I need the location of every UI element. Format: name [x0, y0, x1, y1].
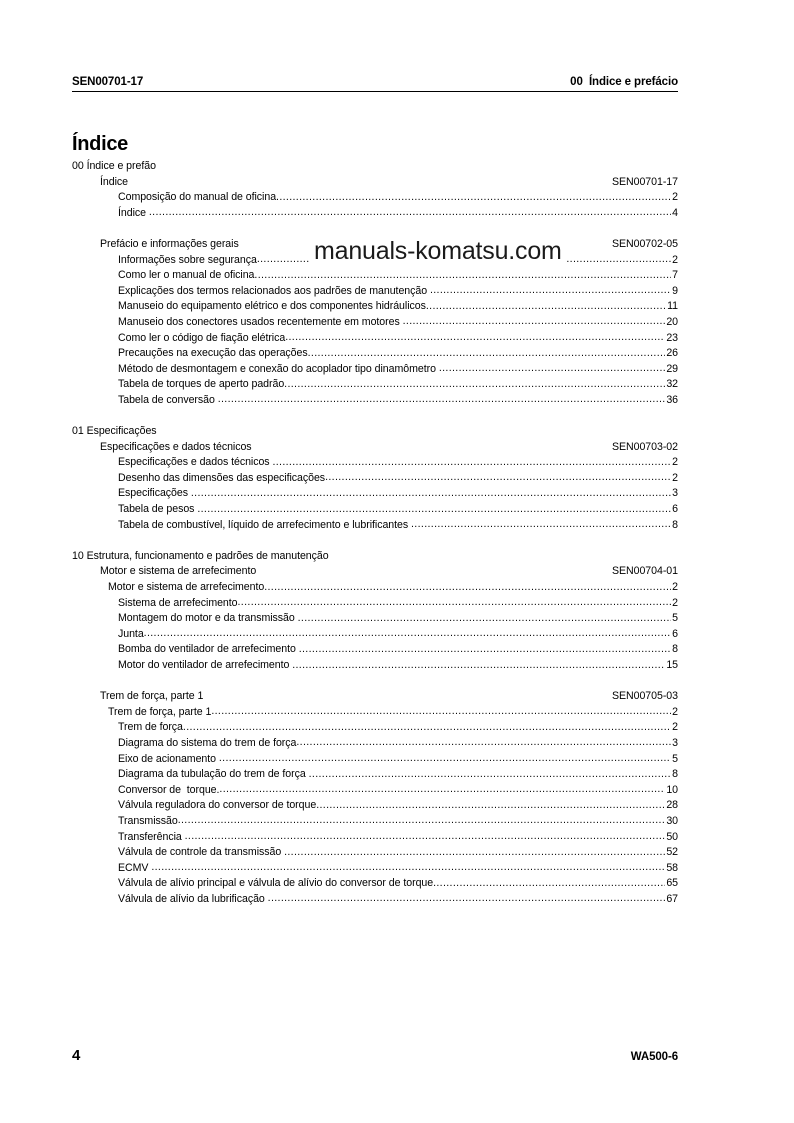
toc-entry[interactable] [118, 299, 678, 315]
toc-entry-page-number: 26 [666, 347, 678, 360]
toc-entry-page-number: 9 [672, 284, 678, 297]
toc-entry-label: Motor do ventilador de arrefecimento [118, 659, 293, 671]
toc-entry-label: Eixo de acionamento [118, 752, 219, 765]
toc-group-heading[interactable] [100, 689, 678, 705]
toc-entry-page-number: 2 [672, 705, 678, 718]
toc-dot-leader [426, 301, 666, 312]
toc-group-document-code: SEN00701-17 [611, 175, 678, 188]
toc-entry-label: Como ler o manual de oficina [118, 269, 255, 282]
toc-entry-label: Precauções na execução das operações [118, 347, 308, 360]
toc-entry[interactable] [118, 767, 678, 783]
toc-dot-leader [185, 831, 666, 842]
toc-dot-leader [325, 472, 671, 483]
toc-entry-label: Manuseio do equipamento elétrico e dos componentes hidráulicos [118, 300, 426, 313]
toc-entry[interactable] [118, 814, 678, 830]
toc-entry[interactable] [118, 845, 678, 861]
toc-entry-page-number: 8 [672, 518, 678, 531]
toc-entry-page-number: 50 [666, 830, 678, 843]
toc-entry-label: Especificações e dados técnicos [118, 456, 273, 469]
toc-entry-page-number: 3 [672, 487, 678, 500]
page-title: Índice [72, 133, 128, 156]
toc-entry-label: Informações sobre segurança [118, 253, 257, 266]
toc-group-name: Trem de força, parte 1 [100, 690, 204, 703]
toc-entry-label: Tabela de pesos [118, 503, 198, 516]
toc-entry-label: Manuseio dos conectores usados recentemente em motores [118, 315, 403, 328]
toc-dot-leader [298, 613, 672, 624]
toc-group-document-code: SEN00703-02 [611, 440, 678, 453]
watermark-text: manuals-komatsu.com [310, 236, 566, 267]
toc-entry-page-number: 5 [672, 612, 678, 625]
toc-entry-page-number: 29 [666, 362, 678, 375]
toc-entry-label: Tabela de torques de aperto padrão [118, 378, 285, 391]
toc-group-heading[interactable] [100, 564, 678, 580]
toc-entry-label: ECMV [118, 861, 152, 874]
toc-entry-label: Tabela de conversão [118, 393, 218, 406]
toc-dot-leader [433, 878, 665, 889]
toc-entry[interactable] [118, 190, 678, 206]
toc-entry-label: Sistema de arrefecimento [118, 596, 238, 609]
toc-group-heading[interactable] [100, 440, 678, 456]
toc-entry-page-number: 58 [666, 861, 678, 874]
toc-group [72, 689, 678, 907]
toc-dot-leader [403, 316, 666, 327]
toc-entry[interactable] [118, 783, 678, 799]
toc-dot-leader [309, 769, 672, 780]
toc-entry-page-number: 32 [666, 378, 678, 391]
toc-entry[interactable] [118, 206, 678, 222]
toc-entry[interactable] [118, 752, 678, 768]
toc-dot-leader [285, 332, 665, 343]
toc-group-document-code: SEN00704-01 [611, 565, 678, 578]
toc-entry-page-number: 7 [672, 269, 678, 282]
toc-entry-label: Junta [118, 627, 144, 640]
toc-entry-label: Trem de força, parte 1 [108, 705, 212, 718]
toc-section-heading: 00 Índice e prefão [72, 160, 156, 172]
toc-dot-leader [211, 706, 671, 717]
toc-entry-page-number: 2 [672, 471, 678, 484]
toc-entry-page-number: 2 [672, 253, 678, 266]
footer-page-number: 4 [72, 1047, 81, 1064]
page-header [72, 76, 678, 92]
toc-entry[interactable] [118, 830, 678, 846]
toc-entry[interactable] [118, 455, 678, 471]
toc-entry[interactable] [118, 658, 678, 674]
toc-entry[interactable] [118, 502, 678, 518]
toc-group [72, 564, 678, 673]
toc-dot-leader [238, 597, 672, 608]
toc-entry-label: Transferência [118, 830, 185, 843]
toc-entry-label: Válvula de alívio da lubrificação [118, 892, 268, 905]
toc-entry-label: Desenho das dimensões das especificações [118, 471, 326, 484]
toc-entry[interactable] [118, 736, 678, 752]
toc-section [72, 159, 678, 409]
toc-entry[interactable] [118, 596, 678, 612]
toc-entry[interactable] [118, 627, 678, 643]
toc-entry-page-number: 2 [672, 581, 678, 594]
toc-entry-label: Diagrama da tubulação do trem de força [118, 768, 309, 781]
toc-dot-leader [218, 394, 666, 405]
toc-entry-label: Transmissão [118, 814, 178, 827]
toc-entry[interactable] [118, 720, 678, 736]
toc-entry[interactable] [118, 861, 678, 877]
toc-dot-leader [219, 753, 671, 764]
toc-dot-leader [430, 285, 671, 296]
toc-entry-page-number: 2 [672, 721, 678, 734]
toc-entry[interactable] [118, 642, 678, 658]
toc-entry-page-number: 8 [672, 768, 678, 781]
toc-entry[interactable] [118, 798, 678, 814]
toc-entry-label: Bomba do ventilador de arrefecimento [118, 643, 299, 656]
toc-dot-leader [197, 504, 671, 515]
toc-group-name: Índice [100, 175, 128, 188]
toc-entry-page-number: 2 [672, 456, 678, 469]
toc-entry-page-number: 2 [672, 596, 678, 609]
toc-entry[interactable] [118, 331, 678, 347]
toc-dot-leader [284, 379, 665, 390]
toc-entry-page-number: 5 [672, 752, 678, 765]
table-of-contents [72, 159, 678, 908]
toc-dot-leader [144, 628, 671, 639]
toc-dot-leader [151, 862, 665, 873]
toc-entry-page-number: 67 [666, 892, 678, 905]
toc-section [72, 549, 678, 908]
toc-entry[interactable] [118, 876, 678, 892]
toc-entry[interactable] [118, 346, 678, 362]
toc-entry[interactable] [118, 486, 678, 502]
toc-dot-leader [149, 207, 671, 218]
toc-entry-label: Como ler o código de fiação elétrica [118, 331, 286, 344]
toc-entry[interactable] [108, 580, 678, 596]
toc-dot-leader [219, 784, 665, 795]
footer-model-name: WA500-6 [630, 1051, 678, 1063]
toc-entry[interactable] [108, 705, 678, 721]
toc-entry-page-number: 30 [666, 814, 678, 827]
toc-section [72, 424, 678, 533]
toc-entry[interactable] [118, 611, 678, 627]
toc-dot-leader [264, 582, 671, 593]
toc-entry-page-number: 28 [666, 799, 678, 812]
toc-entry[interactable] [118, 315, 678, 331]
toc-entry-label: Montagem do motor e da transmissão [118, 612, 298, 625]
toc-dot-leader [254, 270, 671, 281]
toc-entry-page-number: 36 [666, 393, 678, 406]
toc-entry[interactable] [118, 892, 678, 908]
toc-dot-leader [178, 815, 666, 826]
toc-entry-page-number: 6 [672, 627, 678, 640]
toc-dot-leader [272, 457, 671, 468]
toc-entry[interactable] [118, 284, 678, 300]
page-footer [72, 1047, 678, 1064]
toc-entry-label: Índice [118, 206, 149, 219]
toc-entry-label: Explicações dos termos relacionados aos padrões de manutenção [118, 284, 430, 297]
toc-entry-page-number: 23 [666, 331, 678, 344]
toc-entry-label: Válvula de controle da transmissão [118, 846, 285, 859]
toc-entry-page-number: 2 [672, 191, 678, 204]
header-section-title: 00 Índice e prefácio [570, 76, 678, 88]
toc-dot-leader [316, 800, 665, 811]
toc-dot-leader [439, 363, 666, 374]
toc-entry-label: Diagrama do sistema do trem de força [118, 736, 297, 749]
toc-entry[interactable] [118, 377, 678, 393]
toc-entry-page-number: 52 [666, 846, 678, 859]
toc-dot-leader [268, 893, 666, 904]
toc-entry-label: Válvula de alívio principal e válvula de alívio do conversor de torque [118, 877, 434, 890]
toc-dot-leader [308, 348, 666, 359]
toc-entry-page-number: 8 [672, 643, 678, 656]
toc-entry[interactable] [118, 393, 678, 409]
toc-group-name: Motor e sistema de arrefecimento [100, 565, 257, 578]
toc-entry-label: Conversor de torque. [118, 783, 220, 796]
toc-entry-label: Trem de força [118, 721, 183, 734]
toc-entry-label: Válvula reguladora do conversor de torque [118, 799, 317, 812]
header-document-code: SEN00701-17 [72, 76, 144, 88]
toc-entry[interactable] [118, 518, 678, 534]
toc-dot-leader [296, 737, 671, 748]
toc-dot-leader [183, 722, 671, 733]
toc-dot-leader [284, 847, 665, 858]
toc-entry[interactable] [118, 471, 678, 487]
toc-entry-label: Método de desmontagem e conexão do acoplador tipo dinamômetro [118, 362, 439, 375]
toc-entry-page-number: 4 [672, 206, 678, 219]
toc-entry-page-number: 15 [666, 659, 678, 671]
toc-section-heading: 01 Especificações [72, 425, 157, 438]
toc-dot-leader [191, 488, 671, 499]
toc-entry-label: Tabela de combustível, líquido de arrefecimento e lubrificantes [118, 518, 412, 531]
toc-dot-leader [276, 192, 671, 203]
toc-entry-page-number: 20 [666, 315, 678, 328]
toc-entry-page-number: 11 [667, 300, 678, 313]
toc-entry-label: Motor e sistema de arrefecimento [108, 581, 265, 594]
toc-entry-label: Composição do manual de oficina [118, 191, 277, 204]
toc-entry-page-number: 10 [666, 783, 678, 796]
toc-entry-page-number: 65 [666, 877, 678, 890]
toc-entry-page-number: 3 [672, 736, 678, 749]
toc-dot-leader [299, 644, 671, 655]
toc-group-heading[interactable] [100, 175, 678, 191]
toc-group-document-code: SEN00702-05 [611, 237, 678, 250]
toc-group-name: Prefácio e informações gerais [100, 237, 239, 250]
toc-entry-page-number: 6 [672, 503, 678, 516]
toc-group [72, 440, 678, 534]
toc-group [72, 175, 678, 222]
toc-dot-leader [292, 660, 665, 671]
toc-entry-label: Especificações [118, 487, 191, 500]
toc-dot-leader [411, 519, 671, 530]
toc-section-heading: 10 Estrutura, funcionamento e padrões de manutenção [72, 549, 329, 562]
toc-group-name: Especificações e dados técnicos [100, 440, 252, 453]
toc-entry[interactable] [118, 268, 678, 284]
toc-group-document-code: SEN00705-03 [611, 690, 678, 703]
toc-entry[interactable] [118, 362, 678, 378]
